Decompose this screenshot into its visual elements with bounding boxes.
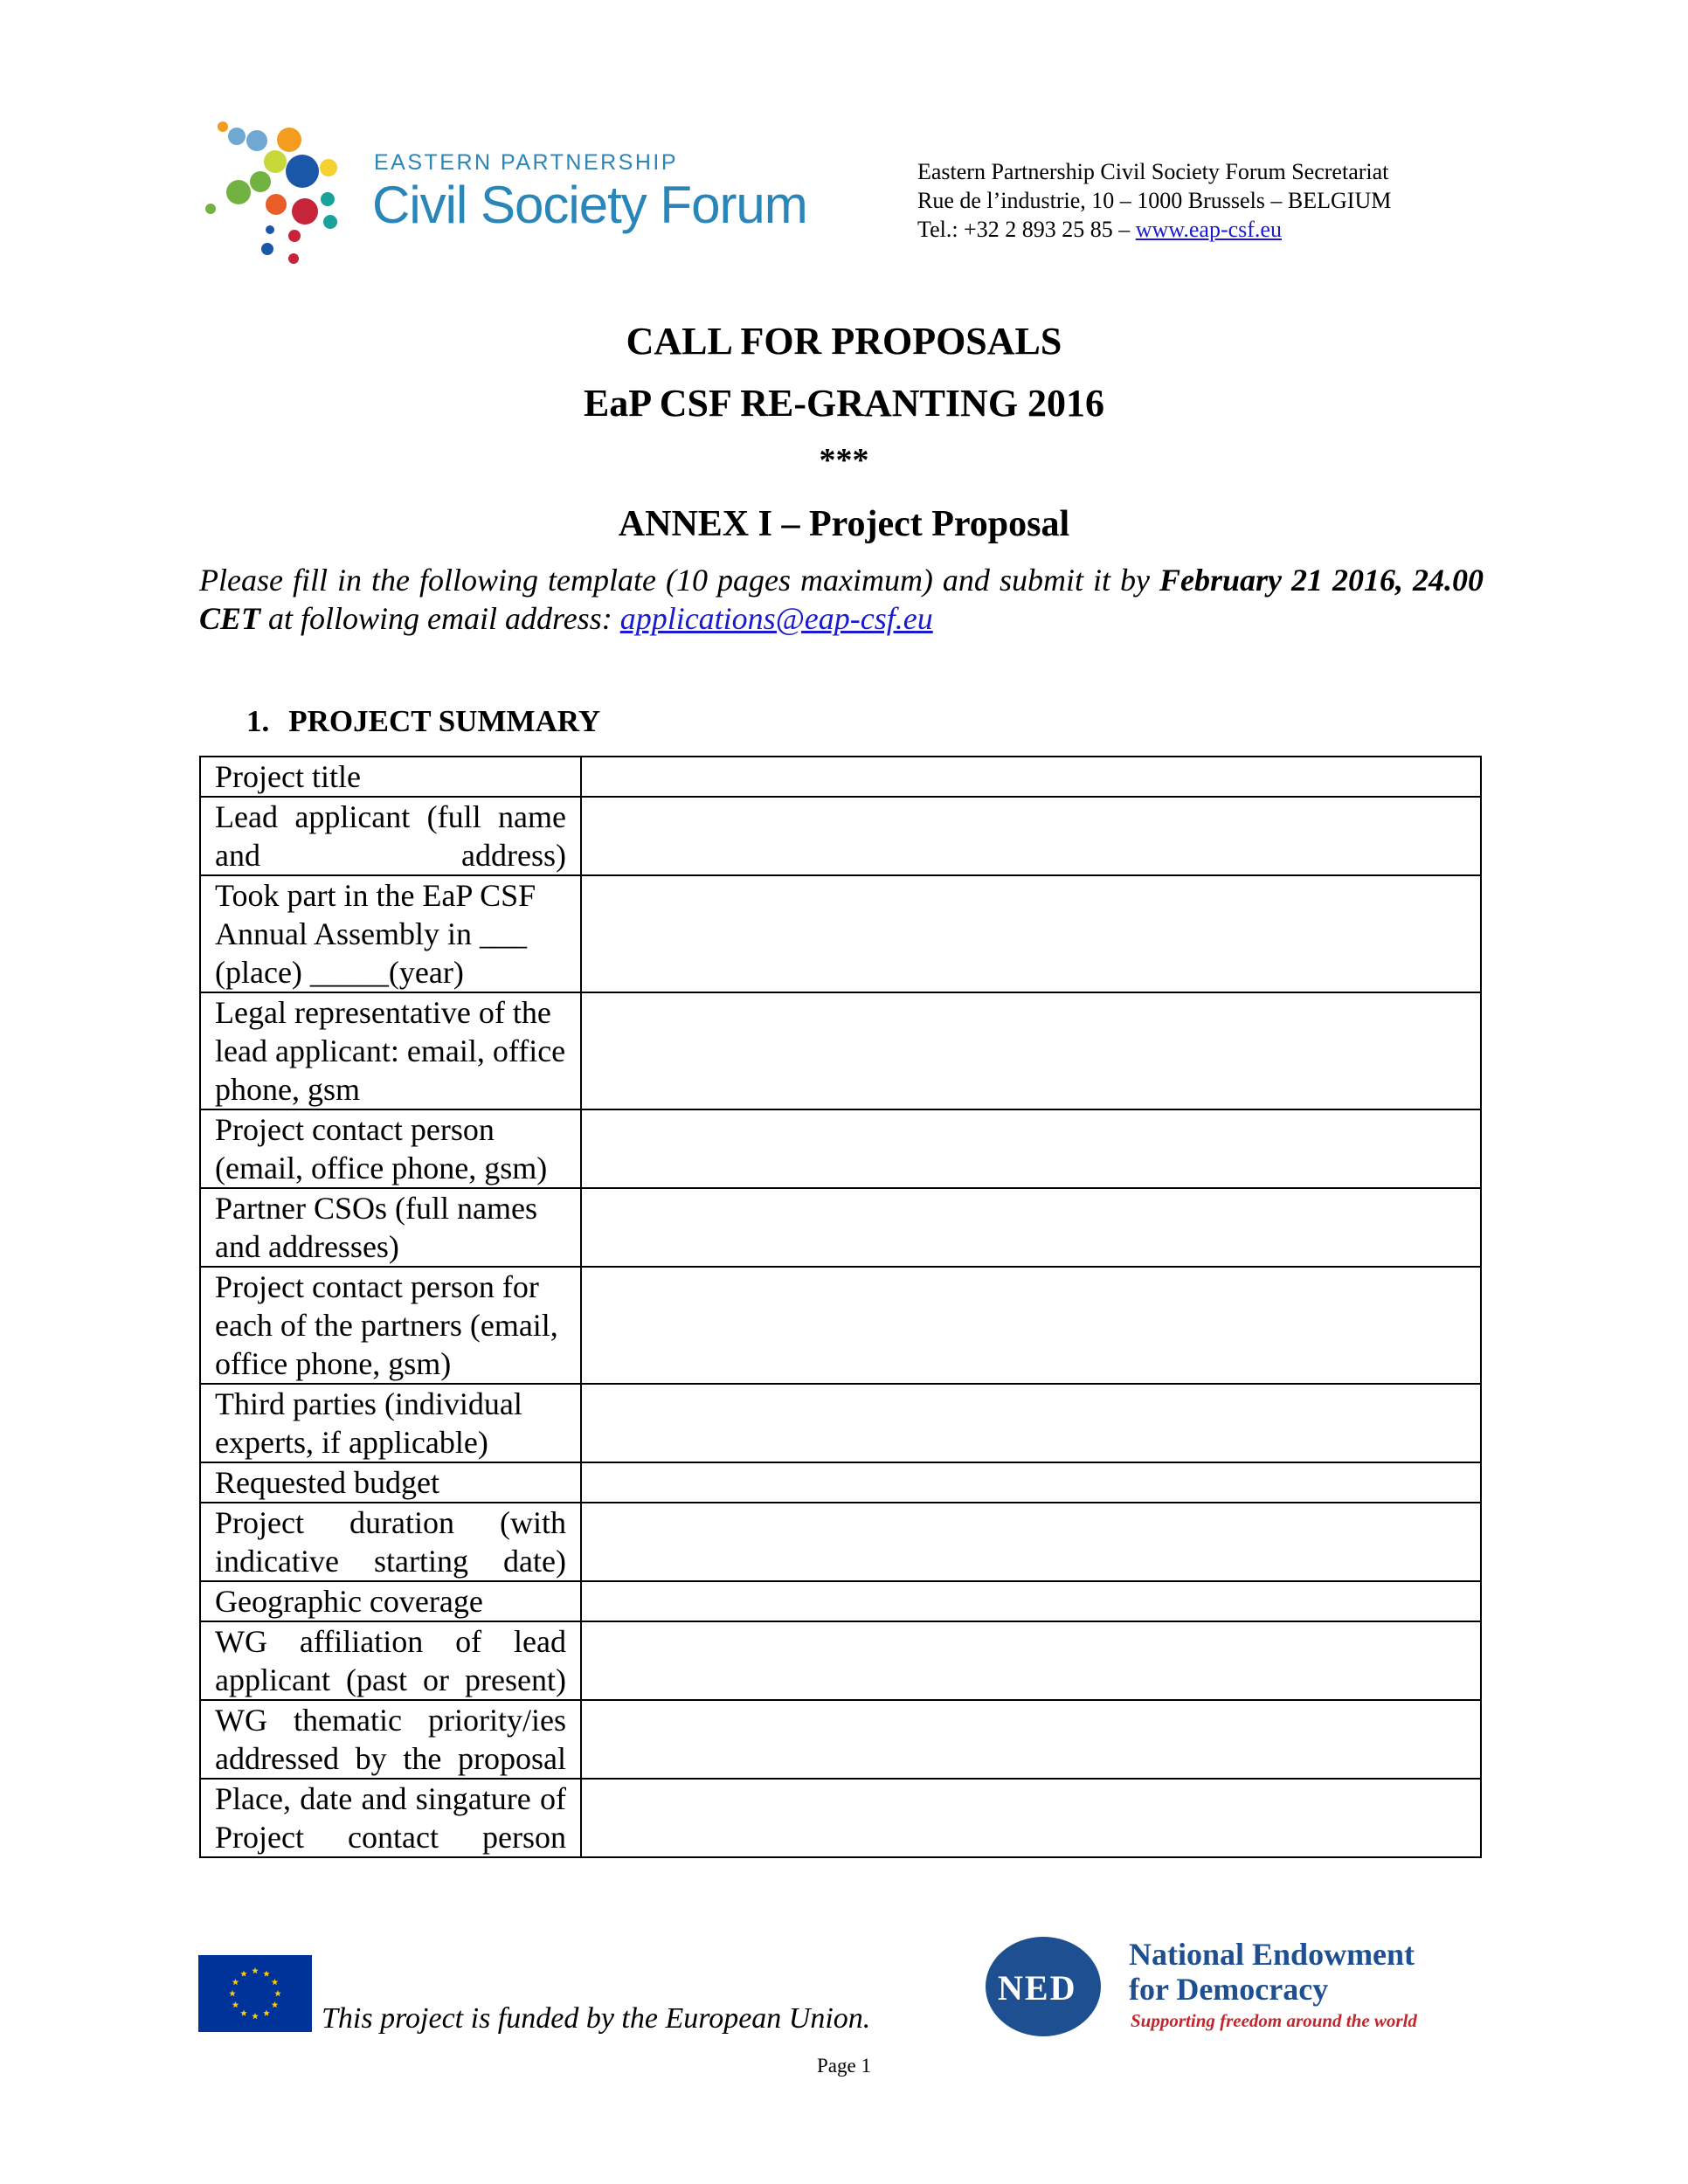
ned-name-line1: National Endowment <box>1129 1937 1415 1972</box>
logo-subtitle: EASTERN PARTNERSHIP <box>374 150 679 175</box>
table-row <box>200 1581 1481 1621</box>
field-label: Requested budget <box>200 1462 581 1503</box>
field-label: Place, date and singature of Project contact person <box>200 1779 581 1857</box>
secretariat-contact <box>917 157 1391 244</box>
field-label: Third parties (individual experts, if applicable) <box>200 1384 581 1462</box>
page-number: Page 1 <box>817 2055 871 2077</box>
field-value-cell[interactable] <box>581 1462 1481 1503</box>
program-title: EaP CSF RE-GRANTING 2016 <box>583 382 1105 425</box>
table-row <box>200 757 1481 797</box>
table-row <box>200 1779 1481 1857</box>
instructions-text: Please fill in the following template (10 pages maximum) and submit it by <box>199 563 1159 598</box>
field-label: WG thematic priority/ies addressed by the proposal <box>200 1700 581 1779</box>
table-row <box>200 1267 1481 1384</box>
field-label: Lead applicant (full name and address) <box>200 797 581 875</box>
field-label: WG affiliation of lead applicant (past or present) <box>200 1621 581 1700</box>
table-row <box>200 992 1481 1109</box>
secretariat-name: Eastern Partnership Civil Society Forum Secretariat <box>917 159 1389 184</box>
field-label: Project duration (with indicative starting date) <box>200 1503 581 1581</box>
field-label: Partner CSOs (full names and addresses) <box>200 1188 581 1267</box>
secretariat-address: Rue de l’industrie, 10 – 1000 Brussels – BELGIUM <box>917 188 1392 213</box>
eu-funding-note: This project is funded by the European Union. <box>322 2002 871 2035</box>
website-link[interactable]: www.eap-csf.eu <box>1135 217 1282 242</box>
table-row <box>200 875 1481 992</box>
field-label: Geographic coverage <box>200 1581 581 1621</box>
field-label: Took part in the EaP CSF Annual Assembly in ___ (place) _____(year) <box>200 875 581 992</box>
table-row <box>200 1109 1481 1188</box>
ned-tagline: Supporting freedom around the world <box>1131 2010 1417 2031</box>
project-summary-table <box>199 756 1482 1858</box>
ned-name-line2: for Democracy <box>1129 1972 1329 2007</box>
section-heading <box>246 704 600 739</box>
table-row <box>200 1621 1481 1700</box>
ned-initials: NED <box>998 1968 1077 2008</box>
field-value-cell[interactable] <box>581 1384 1481 1462</box>
field-value-cell[interactable] <box>581 757 1481 797</box>
field-label: Project contact person (email, office phone, gsm) <box>200 1109 581 1188</box>
table-row <box>200 1188 1481 1267</box>
table-row <box>200 1503 1481 1581</box>
logo-title: Civil Society Forum <box>372 176 807 234</box>
table-body <box>200 757 1481 1857</box>
section-title: PROJECT SUMMARY <box>288 704 601 738</box>
section-number: 1. <box>246 704 270 738</box>
table-row <box>200 797 1481 875</box>
field-value-cell[interactable] <box>581 992 1481 1109</box>
ned-emblem-icon <box>986 1927 1482 2041</box>
table-row <box>200 1462 1481 1503</box>
instructions-paragraph <box>199 561 1484 638</box>
field-label: Legal representative of the lead applicant: email, office phone, gsm <box>200 992 581 1109</box>
field-value-cell[interactable] <box>581 1581 1481 1621</box>
field-value-cell[interactable] <box>581 1188 1481 1267</box>
field-value-cell[interactable] <box>581 1621 1481 1700</box>
field-value-cell[interactable] <box>581 797 1481 875</box>
table-row <box>200 1700 1481 1779</box>
deadline-text: February 21 2016, 24.00 CET <box>199 563 1484 636</box>
email-link[interactable]: applications@eap-csf.eu <box>619 601 933 636</box>
field-value-cell[interactable] <box>581 1503 1481 1581</box>
field-value-cell[interactable] <box>581 1267 1481 1384</box>
title-separator: *** <box>819 442 869 479</box>
secretariat-phone-line <box>917 215 1391 244</box>
field-value-cell[interactable] <box>581 1109 1481 1188</box>
ned-logo <box>986 1927 1482 2041</box>
field-value-cell[interactable] <box>581 1700 1481 1779</box>
eu-flag-icon <box>198 1955 312 2032</box>
field-label: Project contact person for each of the partners (email, office phone, gsm) <box>200 1267 581 1384</box>
field-value-cell[interactable] <box>581 875 1481 992</box>
field-value-cell[interactable] <box>581 1779 1481 1857</box>
call-title: CALL FOR PROPOSALS <box>626 320 1062 363</box>
instructions-text-2: at following email address: <box>260 601 620 636</box>
table-row <box>200 1384 1481 1462</box>
eap-csf-logo <box>199 114 811 271</box>
phone-text: Tel.: +32 2 893 25 85 – <box>917 217 1136 242</box>
annex-title: ANNEX I – Project Proposal <box>618 504 1070 544</box>
dots-logo-icon <box>199 114 365 271</box>
field-label: Project title <box>200 757 581 797</box>
